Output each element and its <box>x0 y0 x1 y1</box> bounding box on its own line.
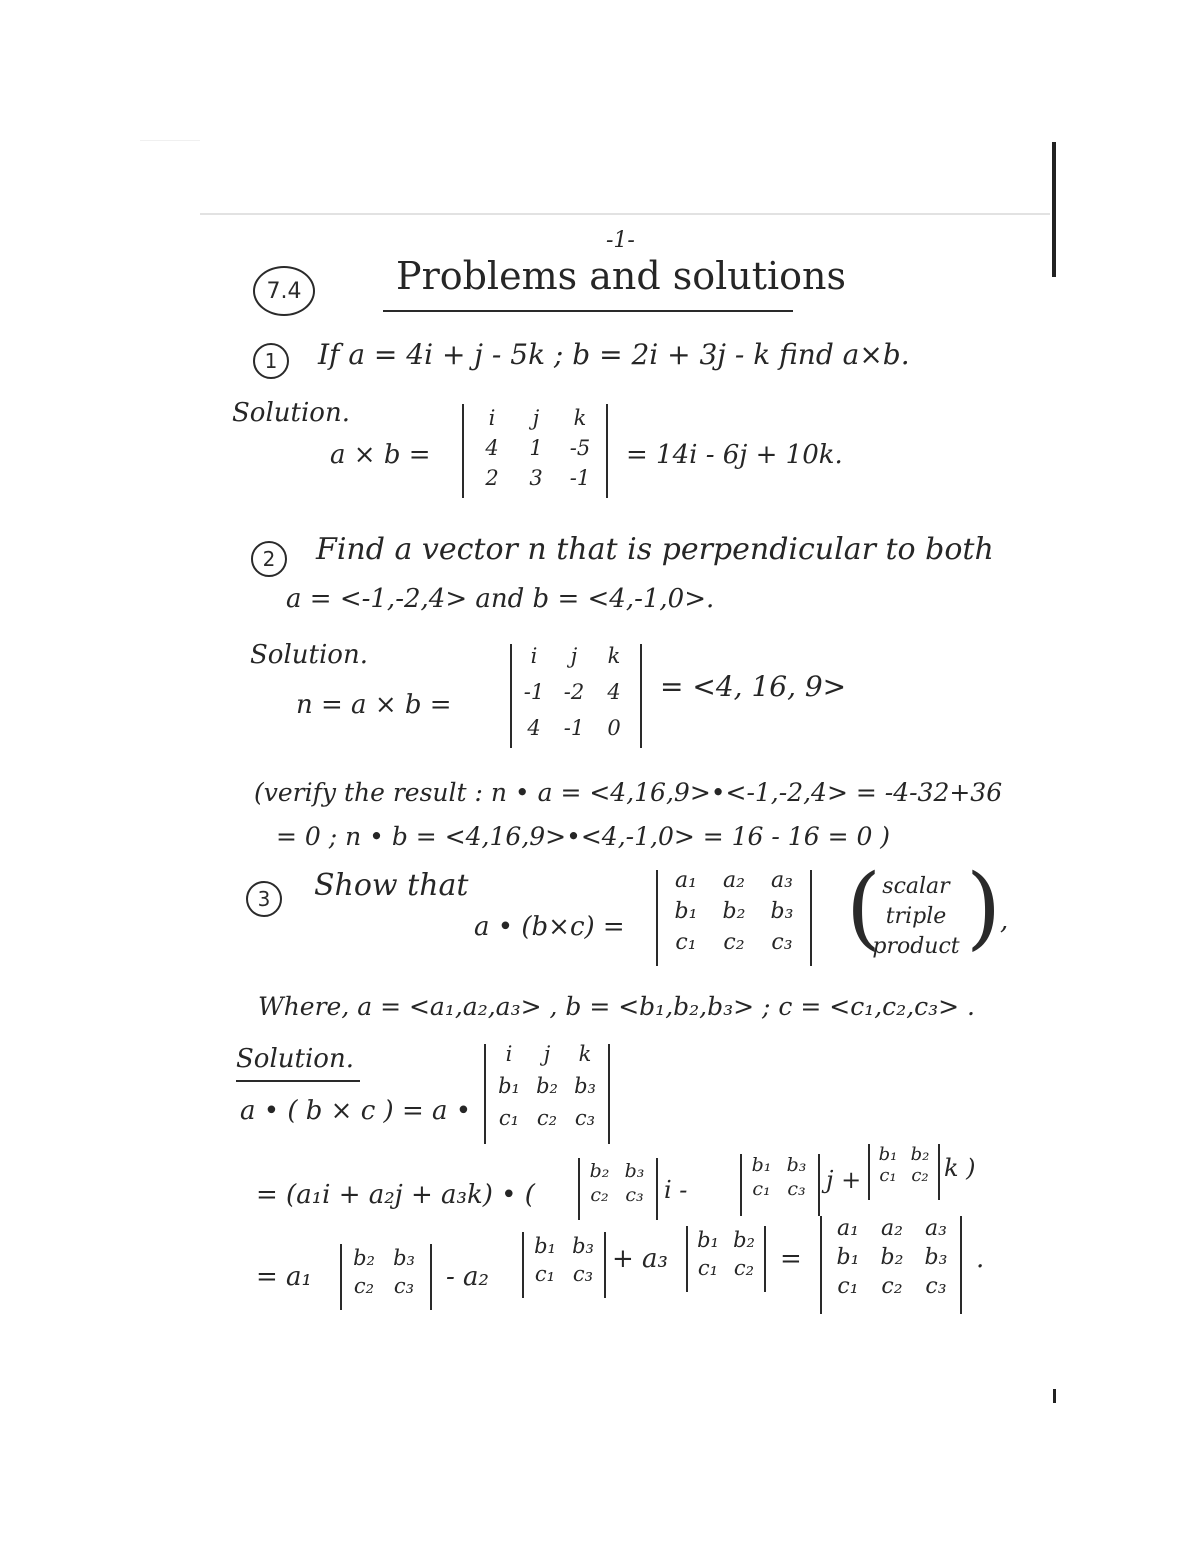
solution-underline <box>236 1080 360 1082</box>
minor-cell: c₂ <box>353 1274 375 1298</box>
minor-cell: b₁ <box>697 1228 719 1252</box>
step-1-lhs: a • ( b × c ) = a • <box>240 1096 472 1126</box>
det-cell: -1 <box>569 466 591 490</box>
note-paren-left: ( <box>846 855 882 960</box>
det-cell: a₁ <box>837 1216 859 1241</box>
problem-3-solution-label: Solution. <box>236 1044 354 1074</box>
problem-2-verify-line-2: = 0 ; n • b = <4,16,9>•<4,-1,0> = 16 - 16 = 0 ) <box>276 822 891 851</box>
minor-bar <box>686 1226 688 1292</box>
det-cell: b₃ <box>770 899 794 924</box>
step-3-equals: = <box>780 1244 802 1274</box>
det-cell: 2 <box>485 466 499 490</box>
det-cell: c₂ <box>723 930 745 955</box>
minor-cell: c₂ <box>911 1165 929 1186</box>
minor-cell: b₂ <box>353 1246 375 1270</box>
det-cell: a₂ <box>723 868 745 893</box>
problem-1-solution-label: Solution. <box>232 398 350 428</box>
det-cell: -1 <box>563 716 585 740</box>
problem-2-number: 2 <box>251 541 287 577</box>
problem-2-solution-label: Solution. <box>250 640 368 670</box>
det-cell: 3 <box>529 466 543 490</box>
det-cell: -5 <box>569 436 591 460</box>
problem-2-statement: Find a vector n that is perpendicular to both <box>316 532 994 567</box>
step-2-minor-1 <box>582 1160 652 1206</box>
det-cell: c₃ <box>771 930 793 955</box>
minor-cell: b₂ <box>589 1160 610 1182</box>
step-2-term-1: i - <box>664 1176 688 1204</box>
minor-bar <box>578 1158 580 1220</box>
det-cell: c₂ <box>881 1274 903 1299</box>
det-bar-right <box>960 1216 962 1314</box>
det-cell: -2 <box>563 680 585 704</box>
det-cell: a₁ <box>675 868 697 893</box>
det-cell: b₁ <box>498 1074 520 1098</box>
det-cell: c₁ <box>837 1274 859 1299</box>
step-3-term-1: - a₂ <box>446 1262 489 1292</box>
scan-artifact-line <box>140 140 200 141</box>
step-3-minor-2 <box>526 1234 602 1286</box>
det-bar-right <box>810 870 812 966</box>
det-cell: c₁ <box>498 1106 520 1130</box>
minor-cell: c₁ <box>697 1256 719 1280</box>
det-cell: i <box>488 406 496 430</box>
minor-cell: b₁ <box>751 1154 772 1176</box>
note-line: product <box>872 934 960 959</box>
step-2-term-3: k ) <box>944 1154 976 1182</box>
scan-artifact-edge <box>1052 142 1056 277</box>
det-cell: a₂ <box>881 1216 903 1241</box>
minor-bar <box>604 1232 606 1298</box>
minor-bar <box>938 1144 940 1200</box>
problem-3-statement: Show that <box>314 868 469 903</box>
step-3-period: . <box>976 1244 985 1274</box>
det-cell: a₃ <box>925 1216 947 1241</box>
minor-cell: b₃ <box>786 1154 807 1176</box>
problem-1-statement: If a = 4i + j - 5k ; b = 2i + 3j - k find a×b. <box>318 338 910 371</box>
step-3-minor-3 <box>690 1228 762 1280</box>
page-title: Problems and solutions <box>396 254 847 298</box>
det-cell: 1 <box>529 436 543 460</box>
det-bar-left <box>484 1044 486 1144</box>
problem-3-number: 3 <box>246 881 282 917</box>
det-cell: 4 <box>527 716 541 740</box>
det-cell: b₁ <box>836 1245 860 1270</box>
problem-2-determinant <box>514 644 634 740</box>
minor-cell: c₃ <box>625 1184 644 1206</box>
det-bar-left <box>656 870 658 966</box>
minor-cell: b₁ <box>534 1234 556 1258</box>
minor-bar <box>340 1244 342 1310</box>
step-3-minor-1 <box>344 1246 424 1298</box>
minor-cell: c₃ <box>572 1262 594 1286</box>
minor-bar <box>522 1232 524 1298</box>
note-line: triple <box>885 904 947 929</box>
minor-cell: c₃ <box>787 1178 806 1200</box>
step-2-term-2: j + <box>826 1166 862 1194</box>
minor-cell: b₁ <box>878 1144 898 1165</box>
problem-1-result: = 14i - 6j + 10k. <box>626 440 843 470</box>
minor-bar <box>656 1158 658 1220</box>
minor-bar <box>868 1144 870 1200</box>
det-cell: -1 <box>523 680 545 704</box>
minor-cell: b₂ <box>733 1228 755 1252</box>
det-bar-left <box>462 404 464 498</box>
det-bar-left <box>820 1216 822 1314</box>
scan-artifact-mark <box>1053 1389 1056 1403</box>
problem-3-lhs: a • (b×c) = <box>474 912 625 942</box>
section-number: 7.4 <box>253 266 315 316</box>
problem-3-note <box>866 872 966 962</box>
det-cell: i <box>530 644 538 668</box>
det-cell: 4 <box>485 436 499 460</box>
det-cell: b₂ <box>722 899 746 924</box>
note-comma: , <box>1000 906 1009 936</box>
step-2-minor-2 <box>744 1154 814 1200</box>
minor-cell: b₃ <box>624 1160 645 1182</box>
det-cell: c₁ <box>675 930 697 955</box>
det-cell: 0 <box>607 716 621 740</box>
step-1-determinant <box>490 1042 604 1130</box>
step-3-term-2: + a₃ <box>612 1244 668 1274</box>
det-cell: k <box>573 406 587 430</box>
det-cell: j <box>570 644 578 668</box>
minor-bar <box>818 1154 820 1216</box>
step-2-prefix: = (a₁i + a₂j + a₃k) • ( <box>256 1180 535 1210</box>
problem-2-lhs: n = a × b = <box>296 690 452 720</box>
problem-1-number: 1 <box>253 343 289 379</box>
det-cell: c₃ <box>574 1106 596 1130</box>
det-bar-right <box>606 404 608 498</box>
minor-cell: c₃ <box>393 1274 415 1298</box>
minor-cell: c₁ <box>534 1262 556 1286</box>
problem-3-determinant <box>662 868 806 955</box>
minor-bar <box>764 1226 766 1292</box>
minor-cell: c₂ <box>590 1184 609 1206</box>
det-cell: b₃ <box>574 1074 596 1098</box>
det-cell: b₂ <box>880 1245 904 1270</box>
minor-cell: c₁ <box>879 1165 897 1186</box>
page-number: -1- <box>606 228 635 253</box>
det-cell: k <box>607 644 621 668</box>
det-cell: j <box>543 1042 551 1066</box>
det-cell: b₃ <box>924 1245 948 1270</box>
note-line: scalar <box>882 874 950 899</box>
scan-artifact-rule <box>200 213 1050 215</box>
minor-bar <box>430 1244 432 1310</box>
det-cell: a₃ <box>771 868 793 893</box>
problem-1-determinant <box>470 406 602 490</box>
det-cell: c₃ <box>925 1274 947 1299</box>
det-bar-right <box>640 644 642 748</box>
title-underline <box>383 310 793 312</box>
minor-cell: c₁ <box>752 1178 771 1200</box>
step-3-final-determinant <box>826 1216 958 1299</box>
minor-cell: c₂ <box>733 1256 755 1280</box>
minor-cell: b₃ <box>393 1246 415 1270</box>
det-cell: k <box>578 1042 592 1066</box>
problem-1-lhs: a × b = <box>330 440 431 470</box>
problem-3-where-line: Where, a = <a₁,a₂,a₃> , b = <b₁,b₂,b₃> ; c = <c₁,c₂,c₃> . <box>258 992 976 1021</box>
minor-cell: b₃ <box>572 1234 594 1258</box>
det-cell: 4 <box>607 680 621 704</box>
minor-cell: b₂ <box>910 1144 930 1165</box>
step-3-prefix: = a₁ <box>256 1262 312 1292</box>
step-2-minor-3 <box>872 1144 936 1186</box>
det-bar-left <box>510 644 512 748</box>
minor-bar <box>740 1154 742 1216</box>
det-cell: i <box>505 1042 513 1066</box>
note-paren-right: ) <box>966 855 1002 960</box>
det-cell: b₂ <box>536 1074 558 1098</box>
det-cell: c₂ <box>536 1106 558 1130</box>
problem-2-result: = <4, 16, 9> <box>660 670 847 703</box>
problem-2-vectors: a = <-1,-2,4> and b = <4,-1,0>. <box>286 584 715 614</box>
det-cell: j <box>532 406 540 430</box>
det-bar-right <box>608 1044 610 1144</box>
problem-2-verify-line-1: (verify the result : n • a = <4,16,9>•<-1,-2,4> = -4-32+36 <box>254 778 1003 807</box>
det-cell: b₁ <box>674 899 698 924</box>
